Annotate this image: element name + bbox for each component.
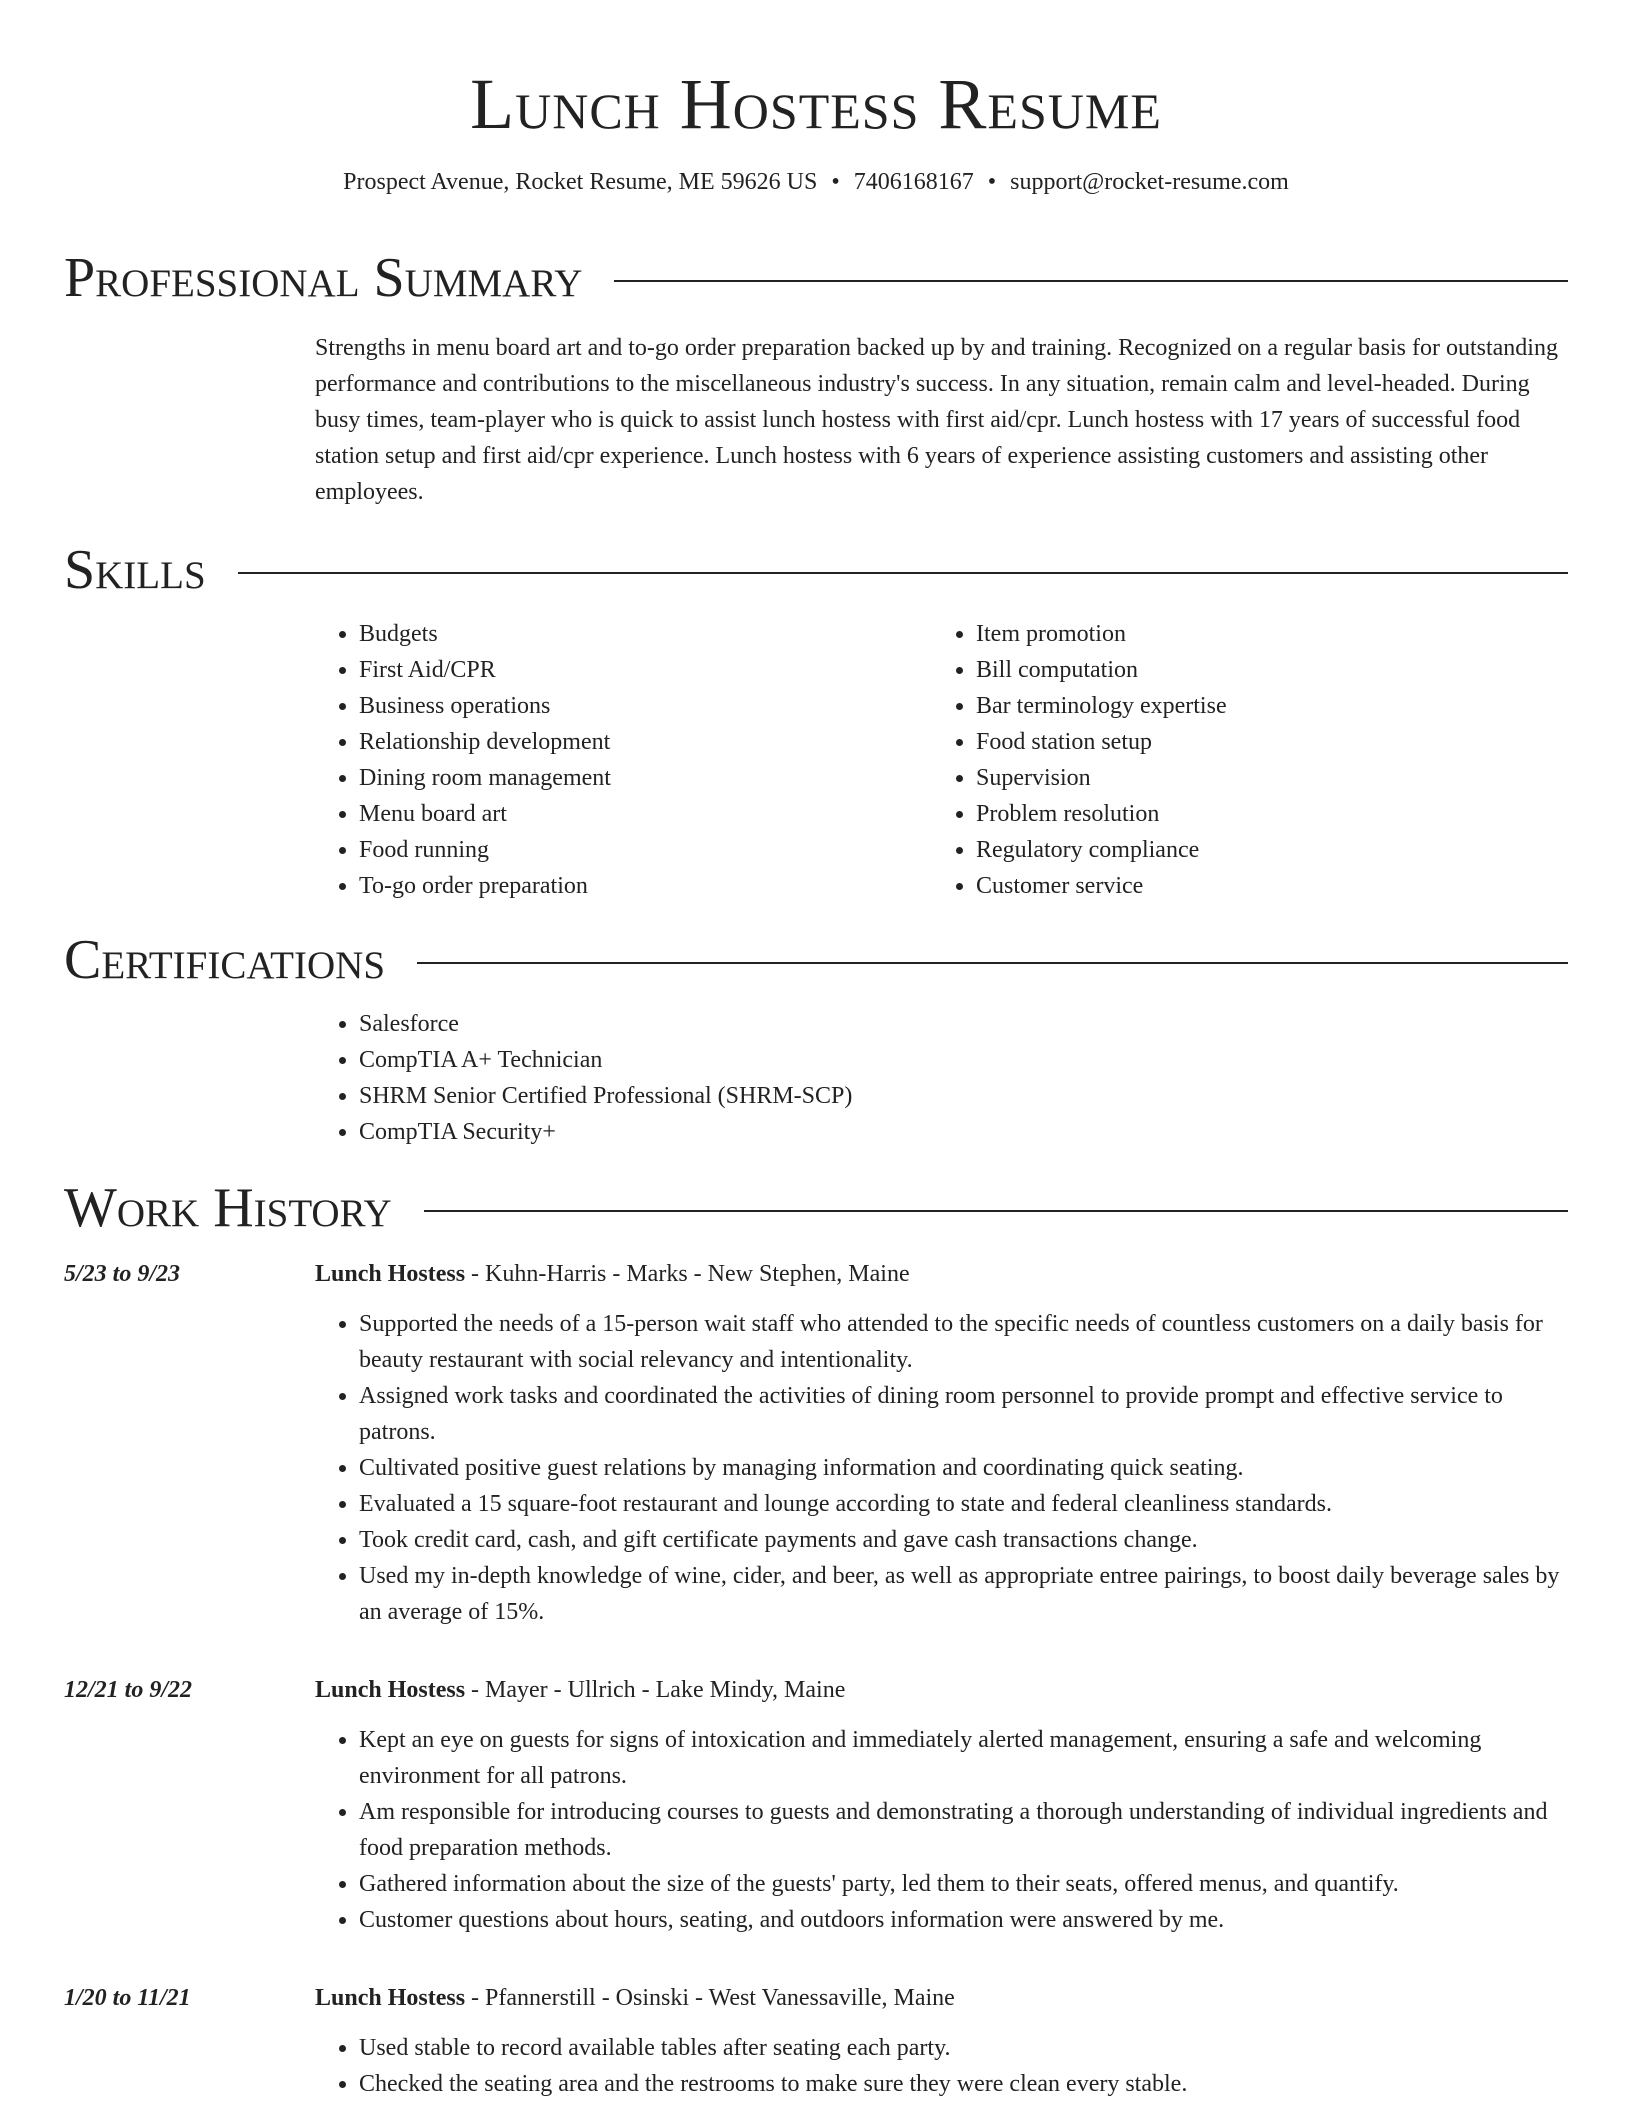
job-bullet: • Kept an eye on guests for signs of intoxication and immediately alerted management, ensuring a safe and welcoming environment for all patrons. — [359, 1722, 1568, 1794]
section-divider — [614, 280, 1568, 282]
job-bullet: • Used stable to record available tables after seating each party. — [359, 2030, 1568, 2066]
section-divider — [238, 572, 1568, 574]
skills-section-header — [64, 538, 1568, 602]
section-divider — [417, 962, 1568, 964]
job-bullet: • Customer questions about hours, seating, and outdoors information were answered by me. — [359, 1902, 1568, 1938]
summary-text: Strengths in menu board art and to-go order preparation backed up by and training. Recognized on a regular basis for outstanding performance and contributions to the miscellaneous industry's success. In any situation, remain calm and level-headed. During busy times, team-player who is quick to assist lunch hostess with first aid/cpr. Lunch hostess with 17 years of successful food station setup and first aid/cpr experience. Lunch hostess with 6 years of experience assisting customers and assisting other employees. — [315, 335, 1558, 505]
skill-item: • Business operations — [359, 688, 932, 724]
certification-item: • CompTIA Security+ — [359, 1114, 1568, 1150]
job-details: - Kuhn-Harris - Marks - New Stephen, Maine — [465, 1261, 910, 1287]
job-entry — [64, 1256, 1568, 1630]
job-entry — [64, 1672, 1568, 1938]
job-dates: 12/21 to 9/22 — [64, 1677, 193, 1703]
job-role: Lunch Hostess — [315, 1677, 466, 1703]
contact-line — [64, 166, 1568, 198]
job-bullet: • Took credit card, cash, and gift certificate payments and gave cash transactions change. — [359, 1522, 1568, 1558]
skill-item: • Budgets — [359, 616, 932, 652]
summary-section-header — [64, 246, 1568, 310]
skill-item: • Bill computation — [976, 652, 1556, 688]
job-body — [315, 1256, 1568, 1630]
job-heading — [315, 1256, 1568, 1292]
contact-separator: • — [831, 169, 840, 195]
job-dates: 1/20 to 11/21 — [64, 1985, 191, 2011]
skill-item: • Customer service — [976, 868, 1556, 904]
job-heading — [315, 1672, 1568, 1708]
skill-item: • Relationship development — [359, 724, 932, 760]
skill-item: • Food running — [359, 832, 932, 868]
job-bullet: • Supported the needs of a 15-person wait staff who attended to the specific needs of countless customers on a daily basis for beauty restaurant with social relevancy and intentionality. — [359, 1306, 1568, 1378]
contact-phone: 7406168167 — [853, 169, 974, 195]
job-bullet: • Gathered information about the size of the guests' party, led them to their seats, offered menus, and quantify. — [359, 1866, 1568, 1902]
job-details: - Pfannerstill - Osinski - West Vanessaville, Maine — [465, 1985, 955, 2011]
job-bullets — [315, 1722, 1568, 1938]
skill-item: • Regulatory compliance — [976, 832, 1556, 868]
skills-columns — [315, 616, 1568, 904]
certifications-list — [315, 1006, 1568, 1150]
certifications-section-header — [64, 928, 1568, 992]
skill-item: • Bar terminology expertise — [976, 688, 1556, 724]
certification-item: • Salesforce — [359, 1006, 1568, 1042]
contact-address: Prospect Avenue, Rocket Resume, ME 59626 US — [343, 169, 818, 195]
job-bullets — [315, 2030, 1568, 2102]
certification-item: • CompTIA A+ Technician — [359, 1042, 1568, 1078]
skill-item: • Dining room management — [359, 760, 932, 796]
skills-heading: Skills — [64, 539, 206, 601]
summary-heading: Professional Summary — [64, 247, 583, 309]
job-bullet: • Used my in-depth knowledge of wine, cider, and beer, as well as appropriate entree pairings, to boost daily beverage sales by an average of 15%. — [359, 1558, 1568, 1630]
work-history-heading: Work History — [64, 1177, 392, 1239]
job-bullets — [315, 1306, 1568, 1630]
job-dates: 5/23 to 9/23 — [64, 1261, 181, 1287]
certification-item: • SHRM Senior Certified Professional (SHRM-SCP) — [359, 1078, 1568, 1114]
job-bullet: • Assigned work tasks and coordinated the activities of dining room personnel to provide prompt and effective service to patrons. — [359, 1378, 1568, 1450]
job-bullet: • Am responsible for introducing courses to guests and demonstrating a thorough understanding of individual ingredients and food preparation methods. — [359, 1794, 1568, 1866]
skill-item: • Problem resolution — [976, 796, 1556, 832]
skill-item: • To-go order preparation — [359, 868, 932, 904]
skill-item: • First Aid/CPR — [359, 652, 932, 688]
job-role: Lunch Hostess — [315, 1261, 466, 1287]
certifications-heading: Certifications — [64, 929, 386, 991]
section-divider — [424, 1210, 1568, 1212]
skill-item: • Item promotion — [976, 616, 1556, 652]
skills-list-left — [315, 616, 932, 904]
job-entry — [64, 1980, 1568, 2102]
resume-title: Lunch Hostess Resume — [470, 64, 1162, 144]
job-bullet: • Checked the seating area and the restrooms to make sure they were clean every stable. — [359, 2066, 1568, 2102]
work-history-section-header — [64, 1176, 1568, 1240]
skill-item: • Menu board art — [359, 796, 932, 832]
skill-item: • Food station setup — [976, 724, 1556, 760]
job-role: Lunch Hostess — [315, 1985, 466, 2011]
contact-email: support@rocket-resume.com — [1010, 169, 1289, 195]
skills-list-right — [932, 616, 1556, 904]
job-details: - Mayer - Ullrich - Lake Mindy, Maine — [465, 1677, 846, 1703]
job-bullet: • Evaluated a 15 square-foot restaurant and lounge according to state and federal cleanliness standards. — [359, 1486, 1568, 1522]
job-bullet: • Cultivated positive guest relations by managing information and coordinating quick seating. — [359, 1450, 1568, 1486]
job-body — [315, 1980, 1568, 2102]
skill-item: • Supervision — [976, 760, 1556, 796]
job-heading — [315, 1980, 1568, 2016]
resume-page — [64, 0, 1568, 2102]
contact-separator: • — [987, 169, 997, 195]
job-body — [315, 1672, 1568, 1938]
